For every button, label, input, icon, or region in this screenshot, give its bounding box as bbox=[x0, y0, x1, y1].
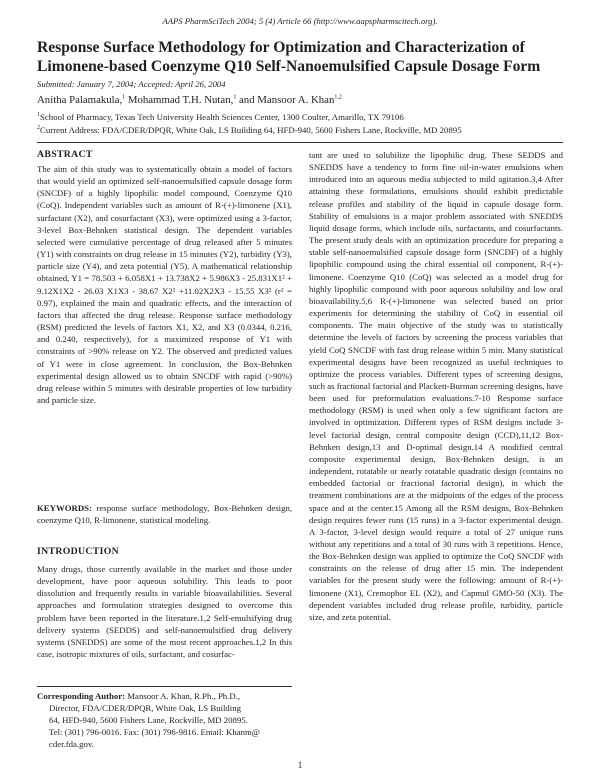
header-divider bbox=[37, 142, 563, 143]
affiliation-mark: 2 bbox=[37, 125, 40, 132]
corresponding-author-email: cder.fda.gov. bbox=[49, 739, 94, 750]
submission-dates: Submitted: January 7, 2004; Accepted: April 26, 2004 bbox=[37, 79, 226, 89]
abstract-heading: ABSTRACT bbox=[37, 149, 93, 160]
footnote-divider bbox=[37, 686, 292, 687]
affiliation-mark: 1 bbox=[37, 112, 40, 119]
abstract-body bbox=[37, 163, 292, 406]
affiliation bbox=[37, 112, 404, 122]
right-column-text: tant are used to solubilize the lipophilic drug. These SEDDS and SNEDDS have a tendency to form fine oil-in-water emulsions when introduced into an aqueous media subjected to mild agitation.3,4 After attaining these formulations, emulsions should exhibit predictable release profiles and stability of the liquid in capsule dosage form. Stability of emulsions is a major problem associated with SNEDDS liquid dosage forms, which include oils, surfactants, and cosurfactants. The present study deals with an optimization procedure for preparing a stable self-nanoemulsified capsule dosage form (SNCDF) of a highly lipophilic compound using the chiral essential oil component, R-(+)-limonene. Coenzyme Q10 (CoQ) was selected as a model drug for highly lipophilic compound with poor aqueous solubility and low oral bioavailability.5,6 R-(+)-limonene was selected based on prior experiments for determining the stability of CoQ in essential oil components. The main objective of the study was to statistically determine the levels of factors by screening the process variables that yield CoQ SNCDF with fast drug release within 5 min. Many statistical experimental designs have been recognized as useful techniques to optimize the process variables. Different types of screening designs, such as fractional factorial and Plackett-Burman screening designs, have been used for preformulation evaluations.7-10 Response surface methodology (RSM) is used when only a few significant factors are involved in optimization. Different types of RSM designs include 3-level factorial design, central composite design (CCD),11,12 Box-Behnken design,13 and D-optimal design.14 A modified central composite experimental design, Box-Behnken design, is an independent, rotatable or nearly rotatable quadratic design (contains no embedded factorial or fractional factorial design), in which the treatment combinations are at the midpoints of the edges of the process space and at the center.15 Among all the RSM designs, Box-Behnken design requires fewer runs (15 runs) in a 3-factor experimental design. A 3-factor, 3-level design would require a total of 27 unique runs without any repetitions and a total of 30 runs with 3 repetitions. Hence, the Box-Behnken design was applied to optimize the CoQ SNCDF with constraints on the release of drug after 15 min. The independent variables for the present study were the following: amount of R-(+)-limonene (X1), Cremophor EL (X2), and Capmul GMO-50 (X3). The dependent variables included drug release profile, turbidity, particle size, and zeta potential. bbox=[309, 150, 563, 622]
author-name: and Mansoor A. Khan bbox=[236, 94, 335, 106]
introduction-heading: INTRODUCTION bbox=[37, 546, 119, 557]
corresponding-author-label: Corresponding Author: bbox=[37, 691, 126, 701]
author-name: Mohammad T.H. Nutan, bbox=[125, 94, 234, 106]
corresponding-author-address: 64, HFD-940, 5600 Fishers Lane, Rockville, MD 20895. bbox=[49, 715, 248, 726]
abstract-text: The aim of this study was to systematically obtain a model of factors that would yield an optimized self-nanoemulsified capsule dosage form (SNCDF) of a highly lipophilic model compound, Coenzyme Q10 (CoQ). Independent variables such as amount of R-(+)-limonene (X1), surfactant (X2), and cosurfactant (X3), were optimized using a 3-factor, 3-level Box-Behnken statistical design. The dependent variables selected were cumulative percentage of drug released after 5 minutes (Y1) with constraints on drug release in 15 minutes (Y2), turbidity (Y3), particle size (Y4), and zeta potential (Y5). A mathematical relationship obtained, Y1 = 78.503 + 6.058X1 + 13.738X2 + 5.986X3 - 25.831X1² + 9.12X1X2 - 26.03 X1X3 - 38.67 X2² +11.02X2X3 - 15.55 X3² (r² = 0.97), explained the main and quadratic effects, and the interaction of factors that affected the drug release. Response surface methodology (RSM) predicted the levels of factors X1, X2, and X3 (0.0344, 0.216, and 0.240, respectively), for a maximized response of Y1 with constraints of >90% release on Y2. The observed and predicted values of Y1 were in close agreement. In conclusion, the Box-Behnken experimental design allowed us to obtain SNCDF with rapid (>90%) drug release within 5 minutes with desirable properties of low turbidity and particle size. bbox=[37, 164, 292, 405]
keywords bbox=[37, 502, 292, 526]
introduction-text: Many drugs, those currently available in the market and those under development, have poor aqueous solubility. This leads to poor dissolution and frequently results in variable bioavailabilities. Several approaches and formulation strategies designed to overcome this problem have been reported in the literature.1,2 Self-emulsifying drug delivery systems (SEDDS) and self-nanoemulsified drug delivery systems (SNEDDS) are some of the most recent approaches.1,2 In this case, isotropic mixtures of oils, surfactant, and cosurfac- bbox=[37, 564, 292, 660]
corresponding-author bbox=[37, 690, 292, 750]
paper-title: Response Surface Methodology for Optimization and Characterization of Limonene-based Coenzyme Q10 Self-Nanoemulsified Capsule Dosage Form bbox=[37, 39, 541, 75]
author-affiliation-mark: 1 bbox=[122, 94, 126, 101]
author-list bbox=[37, 94, 342, 106]
corresponding-author-name: Mansoor A. Khan, R.Ph., Ph.D., bbox=[127, 691, 241, 701]
affiliation-text: School of Pharmacy, Texas Tech University Health Sciences Center, 1300 Coulter, Amarillo, TX 79106 bbox=[40, 112, 404, 122]
affiliation bbox=[37, 125, 462, 135]
right-column-body bbox=[309, 149, 563, 623]
introduction-body bbox=[37, 563, 292, 660]
page-number: 1 bbox=[297, 760, 303, 770]
author-affiliation-mark: 1,2 bbox=[334, 94, 342, 101]
author-affiliation-mark: 1 bbox=[233, 94, 237, 101]
affiliation-text: Current Address: FDA/CDER/DPQR, White Oak, LS Building 64, HFD-940, 5600 Fishers Lane, Rockville, MD 20895 bbox=[40, 125, 462, 135]
keywords-text: response surface methodology, Box-Behnken design, coenzyme Q10, R-limonene, statistical modeling. bbox=[37, 503, 293, 526]
keywords-label: KEYWORDS: bbox=[37, 503, 92, 513]
corresponding-author-address: Director, FDA/CDER/DPQR, White Oak, LS Building bbox=[49, 703, 241, 714]
running-head: AAPS PharmSciTech 2004; 5 (4) Article 66 (http://www.aapspharmscitech.org). bbox=[162, 16, 438, 26]
corresponding-author-contact: Tel: (301) 796-0016. Fax: (301) 796-9816. Email: Khanm@ bbox=[49, 727, 260, 738]
author-name: Anitha Palamakula, bbox=[37, 94, 123, 106]
